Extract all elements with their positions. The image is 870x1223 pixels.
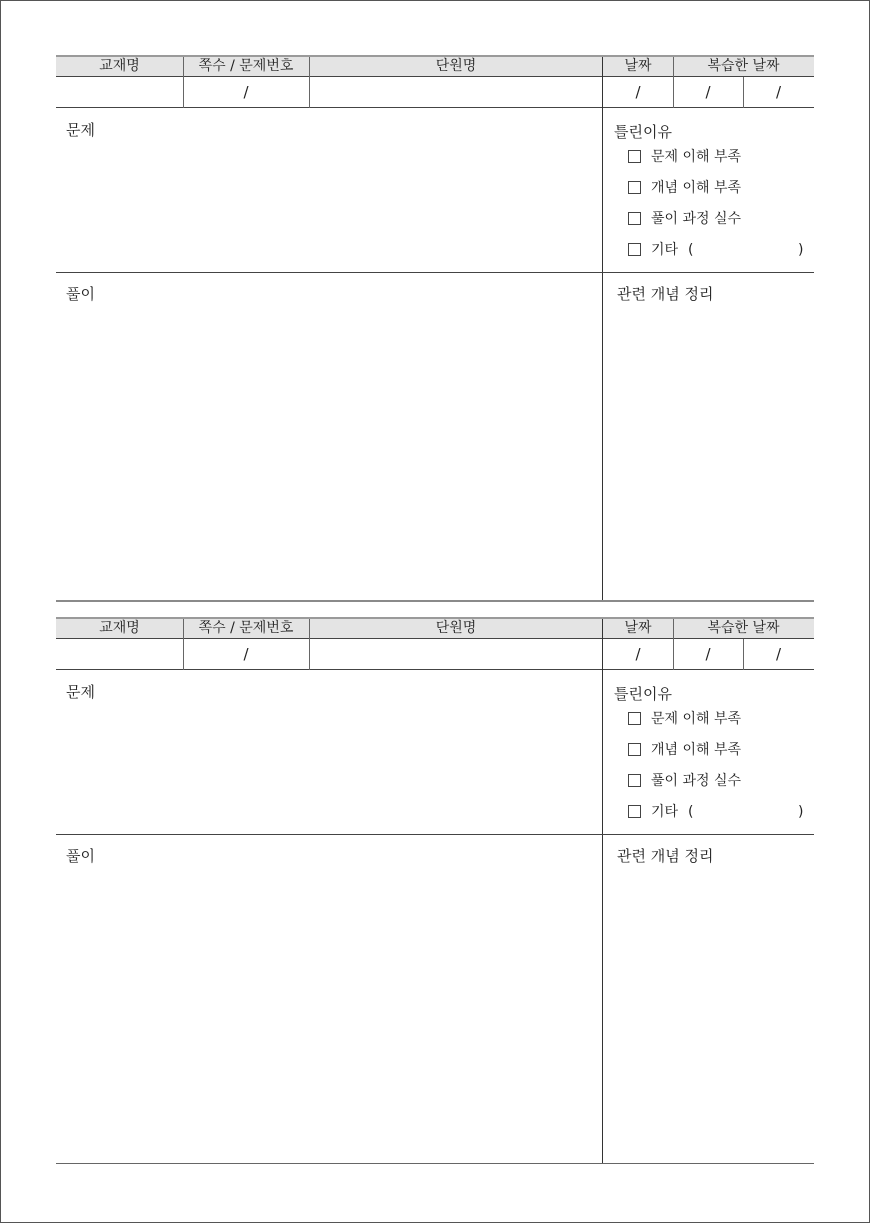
header-page-problem: 쪽수 / 문제번호 — [198, 620, 294, 636]
review-sheet-1 — [56, 55, 814, 601]
page-problem-field[interactable]: / — [243, 645, 249, 663]
wrong-reason-title: 틀린이유 — [614, 685, 672, 703]
problem-label: 문제 — [66, 683, 95, 701]
sheet-bottom-rule — [56, 600, 814, 602]
col-divider — [309, 57, 310, 108]
header-review-date: 복습한 날짜 — [707, 620, 780, 636]
option-label: 개념 이해 부족 — [651, 742, 742, 758]
concept-label: 관련 개념 정리 — [617, 285, 714, 303]
other-paren-close: ) — [798, 242, 804, 258]
col-divider — [673, 619, 674, 670]
option-label: 개념 이해 부족 — [651, 180, 742, 196]
textbook-field[interactable] — [56, 639, 183, 669]
textbook-field[interactable] — [56, 77, 183, 107]
checkbox[interactable] — [628, 150, 641, 163]
other-paren-close: ) — [798, 804, 804, 820]
input-row — [56, 77, 814, 108]
checkbox[interactable] — [628, 712, 641, 725]
checkbox[interactable] — [628, 805, 641, 818]
option-label: 풀이 과정 실수 — [651, 773, 742, 789]
review-date-field-1[interactable]: / — [705, 645, 711, 663]
header-row — [56, 619, 814, 639]
header-page-problem: 쪽수 / 문제번호 — [198, 58, 294, 74]
section-divider — [56, 834, 814, 835]
header-review-date: 복습한 날짜 — [707, 58, 780, 74]
option-label: 문제 이해 부족 — [651, 711, 742, 727]
col-divider — [673, 57, 674, 108]
checkbox[interactable] — [628, 243, 641, 256]
option-label: 기타 — [651, 242, 679, 258]
col-divider — [743, 639, 744, 670]
unit-field[interactable] — [309, 639, 603, 669]
wrong-reason-title: 틀린이유 — [614, 123, 672, 141]
concept-label: 관련 개념 정리 — [617, 847, 714, 865]
col-divider — [743, 77, 744, 108]
option-label: 풀이 과정 실수 — [651, 211, 742, 227]
main-col-divider — [602, 57, 603, 602]
other-paren-open: ( — [688, 242, 694, 258]
header-unit: 단원명 — [435, 58, 477, 74]
date-field[interactable]: / — [635, 83, 641, 101]
problem-label: 문제 — [66, 121, 95, 139]
checkbox[interactable] — [628, 743, 641, 756]
header-date: 날짜 — [624, 58, 652, 74]
option-label: 문제 이해 부족 — [651, 149, 742, 165]
col-divider — [183, 619, 184, 670]
review-date-field-2[interactable]: / — [775, 83, 782, 101]
checkbox[interactable] — [628, 181, 641, 194]
header-date: 날짜 — [624, 620, 652, 636]
section-divider — [56, 272, 814, 273]
main-col-divider — [602, 619, 603, 1164]
input-row — [56, 639, 814, 670]
solution-label: 풀이 — [66, 847, 95, 865]
header-row — [56, 57, 814, 77]
option-label: 기타 — [651, 804, 679, 820]
col-divider — [183, 57, 184, 108]
review-date-field-1[interactable]: / — [705, 83, 711, 101]
header-textbook: 교재명 — [99, 620, 140, 636]
unit-field[interactable] — [309, 77, 603, 107]
checkbox[interactable] — [628, 774, 641, 787]
date-field[interactable]: / — [635, 645, 641, 663]
other-paren-open: ( — [688, 804, 694, 820]
header-unit: 단원명 — [435, 620, 477, 636]
review-date-field-2[interactable]: / — [775, 645, 782, 663]
sheet-bottom-rule — [56, 1163, 814, 1164]
review-sheet-2 — [56, 617, 814, 1163]
checkbox[interactable] — [628, 212, 641, 225]
page-problem-field[interactable]: / — [243, 83, 249, 101]
solution-label: 풀이 — [66, 285, 95, 303]
col-divider — [309, 619, 310, 670]
header-textbook: 교재명 — [99, 58, 140, 74]
